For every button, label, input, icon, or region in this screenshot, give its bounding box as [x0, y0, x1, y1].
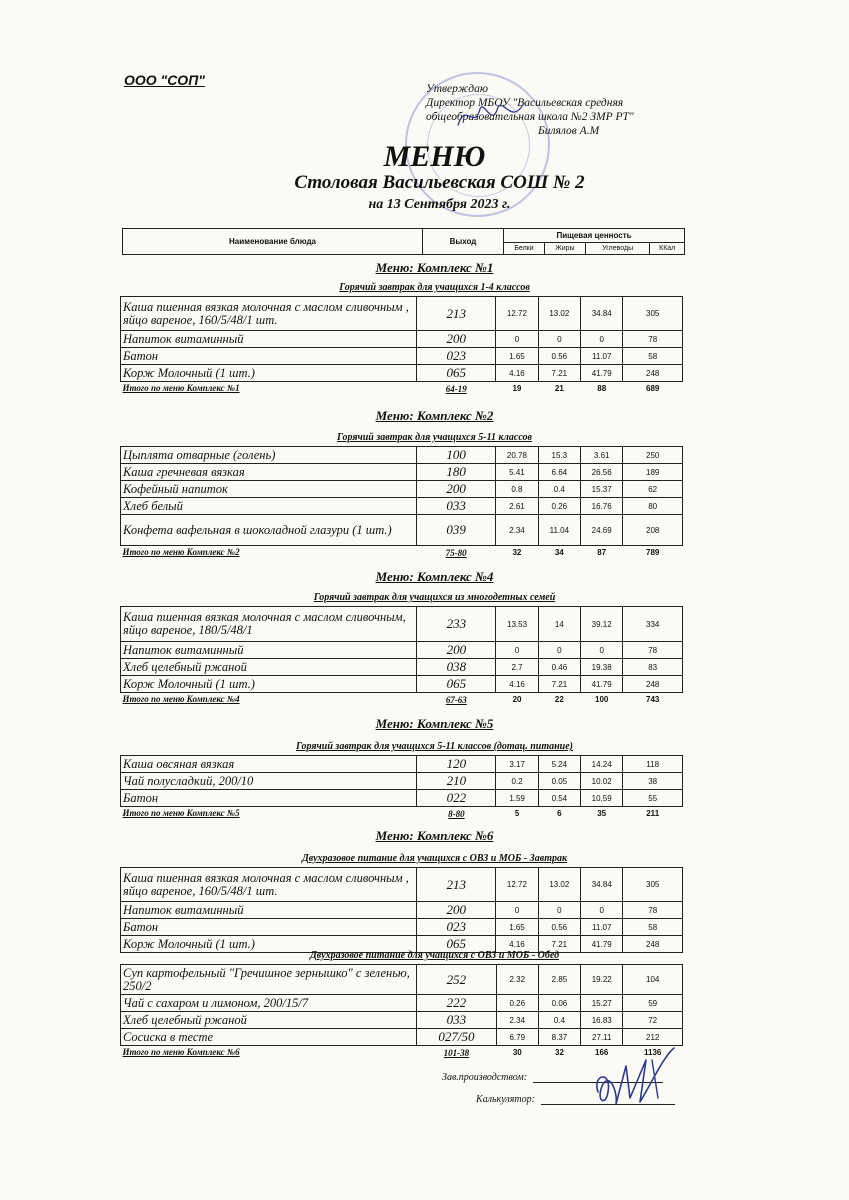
dish-output: 200: [417, 642, 496, 659]
dish-fats: 0.26: [538, 498, 580, 515]
dish-kcal: 83: [623, 659, 683, 676]
dish-output: 120: [417, 756, 496, 773]
dish-proteins: 2.61: [496, 498, 538, 515]
dish-proteins: 1.65: [496, 348, 538, 365]
dish-carbs: 10.59: [580, 790, 622, 807]
dish-name: Сосиска в тесте: [121, 1029, 417, 1046]
complex-2-title: Меню: Комплекс №2: [375, 408, 494, 423]
header-kcal: ККал: [650, 242, 685, 254]
complex-4-title: Меню: Комплекс №4: [375, 569, 494, 584]
dish-fats: 0.05: [538, 773, 580, 790]
total-proteins: 20: [512, 695, 522, 704]
complex-4-subtitle: Горячий завтрак для учащихся из многодетных семей: [313, 592, 556, 603]
total-output: 75-80: [445, 547, 467, 558]
dish-kcal: 208: [623, 515, 683, 546]
header-fats: Жиры: [544, 242, 585, 254]
dish-name: Каша пшенная вязкая молочная с маслом сливочным, яйцо вареное, 180/5/48/1: [121, 607, 417, 642]
dish-proteins: 5.41: [496, 464, 538, 481]
dish-carbs: 41.79: [581, 365, 623, 382]
dish-fats: 0.56: [538, 348, 580, 365]
total-fats: 32: [555, 1048, 564, 1057]
dish-carbs: 3.61: [581, 447, 623, 464]
complex-5-table: [120, 755, 683, 820]
complex-6-subtitle: Двухразовое питание для учащихся с ОВЗ и МОБ - Завтрак: [301, 853, 568, 864]
total-kcal: 789: [646, 548, 660, 557]
handwritten-signature: [582, 1040, 692, 1115]
dish-carbs: 15.27: [581, 995, 623, 1012]
dish-kcal: 248: [623, 936, 683, 953]
menu-date: на 13 Сентября 2023 г.: [368, 197, 511, 212]
dish-proteins: 0: [496, 642, 538, 659]
total-carbs: 88: [597, 384, 607, 393]
table-row: [121, 995, 683, 1012]
production-manager-label: Зав.производством:: [442, 1072, 528, 1083]
dish-carbs: 39.12: [580, 607, 622, 642]
table-row: [121, 659, 683, 676]
table-row: [121, 607, 683, 642]
dish-output: 022: [417, 790, 496, 807]
dish-fats: 0.56: [538, 919, 580, 936]
dish-output: 213: [417, 868, 496, 902]
dish-output: 039: [417, 515, 496, 546]
dish-carbs: 15.37: [581, 481, 623, 498]
header-carbs: Углеводы: [585, 242, 650, 254]
dish-kcal: 250: [623, 447, 683, 464]
dish-proteins: 0: [496, 902, 538, 919]
dish-kcal: 189: [623, 464, 683, 481]
dish-fats: 0: [538, 331, 580, 348]
complex-2-subtitle: Горячий завтрак для учащихся 5-11 классов: [336, 432, 533, 443]
dish-carbs: 34.84: [581, 868, 623, 902]
table-row: [121, 790, 683, 807]
dish-kcal: 78: [623, 902, 683, 919]
dish-name: Хлеб белый: [121, 498, 417, 515]
dish-carbs: 27.11: [581, 1029, 623, 1046]
dish-name: Батон: [121, 790, 417, 807]
approval-line-3: общеобразовательная школа №2 ЗМР РТ": [426, 111, 634, 123]
dish-name: Батон: [121, 348, 417, 365]
dish-name: Напиток витаминный: [121, 642, 417, 659]
dish-name: Каша пшенная вязкая молочная с маслом сливочным , яйцо вареное, 160/5/48/1 шт.: [121, 868, 417, 902]
complex-2-table: [120, 446, 683, 559]
dish-output: 033: [417, 1012, 497, 1029]
total-carbs: 100: [595, 695, 609, 704]
dish-fats: 0.4: [538, 481, 580, 498]
dish-name: Чай полусладкий, 200/10: [121, 773, 417, 790]
dish-output: 233: [417, 607, 496, 642]
dish-output: 200: [417, 902, 496, 919]
dish-carbs: 16.76: [581, 498, 623, 515]
total-kcal: 211: [646, 809, 660, 818]
total-proteins: 32: [512, 548, 522, 557]
dish-proteins: 2.34: [496, 515, 538, 546]
dish-name: Хлеб целебный ржаной: [121, 659, 417, 676]
table-header: [122, 228, 685, 255]
dish-carbs: 24.69: [581, 515, 623, 546]
dish-carbs: 19.38: [580, 659, 622, 676]
dish-carbs: 11.07: [581, 348, 623, 365]
total-carbs: 166: [595, 1048, 609, 1057]
dish-name: Каша гречневая вязкая: [121, 464, 417, 481]
dish-fats: 0: [538, 642, 580, 659]
complex-5-title: Меню: Комплекс №5: [375, 716, 494, 731]
dish-carbs: 34.84: [581, 297, 623, 331]
dish-kcal: 248: [623, 676, 683, 693]
dish-output: 180: [417, 464, 496, 481]
dish-carbs: 10.02: [580, 773, 622, 790]
complex-1-subtitle: Горячий завтрак для учащихся 1-4 классов: [339, 282, 530, 293]
dish-carbs: 0: [580, 642, 622, 659]
dish-proteins: 2.34: [496, 1012, 538, 1029]
dish-kcal: 62: [623, 481, 683, 498]
dish-fats: 0.54: [538, 790, 580, 807]
complex-6-breakfast-table: [120, 867, 683, 953]
approval-signer: Билялов А.М: [538, 125, 600, 137]
dish-proteins: 2.32: [496, 965, 538, 995]
dish-output: 200: [417, 331, 496, 348]
total-row: [121, 546, 683, 560]
approval-line-2: Директор МБОУ "Васильевская средняя: [426, 97, 624, 109]
header-name: Наименование блюда: [123, 229, 423, 255]
dish-name: Кофейный напиток: [121, 481, 417, 498]
dish-proteins: 12.72: [496, 297, 538, 331]
dish-name: Чай с сахаром и лимоном, 200/15/7: [121, 995, 417, 1012]
dish-fats: 0.4: [538, 1012, 580, 1029]
table-row: [121, 447, 683, 464]
dish-kcal: 72: [623, 1012, 683, 1029]
header-nutrition: Пищевая ценность: [504, 229, 685, 243]
total-output: 101-38: [443, 1047, 470, 1058]
dish-fats: 0.06: [538, 995, 580, 1012]
dish-carbs: 14.24: [580, 756, 622, 773]
dish-carbs: 0: [581, 902, 623, 919]
dish-fats: 8.37: [538, 1029, 580, 1046]
complex-5-subtitle: Горячий завтрак для учащихся 5-11 классов (дотац. питание): [296, 741, 573, 752]
total-kcal: 743: [646, 695, 660, 704]
dish-name: Корж Молочный (1 шт.): [121, 936, 417, 953]
dish-fats: 15.3: [538, 447, 580, 464]
dish-name: Хлеб целебный ржаной: [121, 1012, 417, 1029]
total-fats: 34: [554, 548, 564, 557]
dish-carbs: 16.83: [581, 1012, 623, 1029]
dish-output: 222: [417, 995, 497, 1012]
dish-output: 065: [417, 365, 496, 382]
dish-carbs: 26.56: [581, 464, 623, 481]
dish-carbs: 0: [581, 331, 623, 348]
total-kcal: 1136: [644, 1048, 662, 1057]
table-row: [121, 773, 683, 790]
total-carbs: 35: [597, 809, 607, 818]
dish-output: 065: [417, 676, 496, 693]
dish-proteins: 4.16: [496, 365, 538, 382]
dish-proteins: 20.78: [496, 447, 538, 464]
dish-name: Батон: [121, 919, 417, 936]
total-row: [121, 382, 683, 396]
dish-proteins: 4.16: [496, 936, 538, 953]
dish-proteins: 4.16: [496, 676, 538, 693]
dish-fats: 6.64: [538, 464, 580, 481]
dish-name: Цыплята отварные (голень): [121, 447, 417, 464]
dish-kcal: 38: [623, 773, 683, 790]
table-row: [121, 464, 683, 481]
dish-carbs: 41.79: [580, 676, 622, 693]
dish-name: Каша овсяная вязкая: [121, 756, 417, 773]
dish-output: 213: [417, 297, 496, 331]
dish-kcal: 78: [623, 331, 683, 348]
dish-proteins: 12.72: [496, 868, 538, 902]
complex-1-title: Меню: Комплекс №1: [375, 260, 494, 275]
dish-proteins: 1.65: [496, 919, 538, 936]
dish-name: Корж Молочный (1 шт.): [121, 676, 417, 693]
complex-1-table: [120, 296, 683, 395]
total-proteins: 30: [512, 1048, 522, 1057]
calculator-label: Калькулятор:: [476, 1094, 535, 1105]
dish-proteins: 0: [496, 331, 538, 348]
dish-kcal: 248: [623, 365, 683, 382]
dish-output: 027/50: [417, 1029, 497, 1046]
dish-kcal: 118: [623, 756, 683, 773]
dish-kcal: 212: [623, 1029, 683, 1046]
complex-6-lunch-subtitle: Двухразовое питание для учащихся с ОВЗ и МОБ - Обед: [309, 950, 560, 961]
dish-fats: 7.21: [538, 676, 580, 693]
dish-fats: 13.02: [538, 868, 580, 902]
dish-output: 033: [417, 498, 496, 515]
total-label: Итого по меню Комплекс №6: [122, 1047, 240, 1057]
approval-line-1: Утверждаю: [426, 83, 488, 95]
table-row: [121, 348, 683, 365]
dish-kcal: 59: [623, 995, 683, 1012]
header-proteins: Белки: [504, 242, 545, 254]
dish-fats: 0: [538, 902, 580, 919]
dish-proteins: 2.7: [496, 659, 538, 676]
table-row: [121, 676, 683, 693]
dish-fats: 2.85: [538, 965, 580, 995]
dish-kcal: 58: [623, 348, 683, 365]
table-row: [121, 365, 683, 382]
dish-fats: 0.46: [538, 659, 580, 676]
dish-output: 023: [417, 348, 496, 365]
dish-proteins: 13.53: [496, 607, 538, 642]
total-label: Итого по меню Комплекс №2: [122, 547, 240, 557]
dish-kcal: 80: [623, 498, 683, 515]
dish-output: 065: [417, 936, 496, 953]
dish-proteins: 3.17: [496, 756, 538, 773]
table-row: [121, 868, 683, 902]
total-label: Итого по меню Комплекс №4: [122, 694, 240, 704]
dish-output: 100: [417, 447, 496, 464]
dish-name: Напиток витаминный: [121, 331, 417, 348]
header-output: Выход: [423, 229, 504, 255]
page-title: МЕНЮ: [383, 140, 486, 173]
dish-kcal: 104: [623, 965, 683, 995]
dish-carbs: 41.79: [581, 936, 623, 953]
dish-fats: 14: [538, 607, 580, 642]
complex-4-table: [120, 606, 683, 706]
dish-kcal: 334: [623, 607, 683, 642]
dish-kcal: 58: [623, 919, 683, 936]
dish-fats: 7.21: [538, 936, 580, 953]
table-row: [121, 919, 683, 936]
dish-kcal: 78: [623, 642, 683, 659]
total-row: [121, 807, 683, 821]
dish-name: Конфета вафельная в шоколадной глазури (1 шт.): [121, 515, 417, 546]
table-row: [121, 642, 683, 659]
total-carbs: 87: [597, 548, 607, 557]
table-row: [121, 902, 683, 919]
dish-carbs: 19.22: [581, 965, 623, 995]
dish-output: 038: [417, 659, 496, 676]
total-kcal: 689: [646, 384, 660, 393]
complex-6-title: Меню: Комплекс №6: [375, 828, 494, 843]
director-signature: [452, 95, 532, 135]
total-row: [121, 693, 683, 707]
dish-kcal: 305: [623, 297, 683, 331]
dish-fats: 11.04: [538, 515, 580, 546]
dish-proteins: 1.59: [496, 790, 538, 807]
total-proteins: 19: [512, 384, 522, 393]
dish-fats: 5.24: [538, 756, 580, 773]
dish-name: Суп картофельный "Гречишное зернышко" с зеленью, 250/2: [121, 965, 417, 995]
total-fats: 6: [557, 809, 562, 818]
dish-proteins: 0.2: [496, 773, 538, 790]
total-label: Итого по меню Комплекс №5: [122, 808, 240, 818]
dish-fats: 13.02: [538, 297, 580, 331]
total-fats: 21: [554, 384, 564, 393]
total-proteins: 5: [514, 809, 520, 818]
table-row: [121, 481, 683, 498]
total-label: Итого по меню Комплекс №1: [122, 383, 240, 393]
dish-output: 210: [417, 773, 496, 790]
table-row: [121, 756, 683, 773]
dish-kcal: 305: [623, 868, 683, 902]
total-output: 64-19: [445, 383, 467, 394]
dish-name: Напиток витаминный: [121, 902, 417, 919]
total-output: 67-63: [445, 694, 467, 705]
dish-name: Корж Молочный (1 шт.): [121, 365, 417, 382]
dish-output: 023: [417, 919, 496, 936]
total-fats: 22: [554, 695, 564, 704]
organization-name: ООО "СОП": [124, 72, 205, 88]
total-output: 8-80: [448, 808, 465, 819]
dish-kcal: 55: [623, 790, 683, 807]
table-row: [121, 1012, 683, 1029]
page-subtitle: Столовая Васильевская СОШ № 2: [294, 172, 585, 193]
table-row: [121, 331, 683, 348]
table-row: [121, 297, 683, 331]
table-row: [121, 498, 683, 515]
table-row: [121, 965, 683, 995]
dish-output: 252: [417, 965, 497, 995]
dish-carbs: 11.07: [581, 919, 623, 936]
dish-proteins: 0.8: [496, 481, 538, 498]
dish-name: Каша пшенная вязкая молочная с маслом сливочным , яйцо вареное, 160/5/48/1 шт.: [121, 297, 417, 331]
dish-proteins: 0.26: [496, 995, 538, 1012]
dish-output: 200: [417, 481, 496, 498]
dish-proteins: 6.79: [496, 1029, 538, 1046]
table-row: [121, 515, 683, 546]
dish-fats: 7.21: [538, 365, 580, 382]
